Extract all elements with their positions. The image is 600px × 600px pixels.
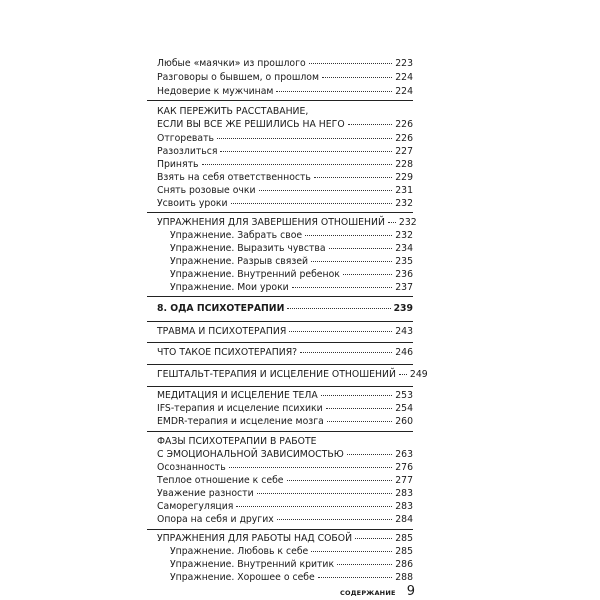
toc-entry[interactable]: Упражнение. Внутренний критик 286	[170, 559, 413, 570]
toc-entry[interactable]: Разозлиться 227	[157, 146, 413, 157]
section-divider	[147, 364, 413, 365]
toc-entry[interactable]: Опора на себя и других 284	[157, 514, 413, 525]
toc-entry[interactable]: Саморегуляция 283	[157, 501, 413, 512]
toc-entry[interactable]: Упражнение. Любовь к себе 285	[170, 546, 413, 557]
toc-section-heading[interactable]: МЕДИТАЦИЯ И ИСЦЕЛЕНИЕ ТЕЛА 253	[157, 390, 413, 401]
toc-entry[interactable]: Упражнение. Внутренний ребенок 236	[170, 269, 413, 280]
toc-section-heading[interactable]: ФАЗЫ ПСИХОТЕРАПИИ В РАБОТЕ	[157, 436, 317, 447]
toc-entry[interactable]: Упражнение. Разрыв связей 235	[170, 256, 413, 267]
section-divider	[147, 100, 413, 101]
toc-entry[interactable]: Снять розовые очки 231	[157, 185, 413, 196]
toc-entry[interactable]: Упражнение. Забрать свое 232	[170, 230, 413, 241]
section-divider	[147, 212, 413, 213]
toc-entry[interactable]: EMDR-терапия и исцеление мозга 260	[157, 416, 413, 427]
section-divider	[147, 342, 413, 343]
toc-section-heading[interactable]: ЧТО ТАКОЕ ПСИХОТЕРАПИЯ? 246	[157, 347, 413, 358]
section-divider	[147, 321, 413, 322]
toc-section-heading[interactable]: С ЭМОЦИОНАЛЬНОЙ ЗАВИСИМОСТЬЮ 263	[157, 449, 413, 460]
page-footer	[340, 584, 415, 600]
section-divider	[147, 529, 413, 530]
toc-section-heading[interactable]: ГЕШТАЛЬТ-ТЕРАПИЯ И ИСЦЕЛЕНИЕ ОТНОШЕНИЙ 249	[157, 369, 428, 380]
toc-entry[interactable]: Упражнение. Выразить чувства 234	[170, 243, 413, 254]
toc-entry[interactable]: Отгоревать 226	[157, 133, 413, 144]
section-divider	[147, 386, 413, 387]
toc-section-heading[interactable]: ЕСЛИ ВЫ ВСЕ ЖЕ РЕШИЛИСЬ НА НЕГО 226	[157, 119, 413, 130]
toc-entry[interactable]: Упражнение. Мои уроки 237	[170, 282, 413, 293]
toc-entry[interactable]: Любые «маячки» из прошлого 223	[157, 58, 413, 69]
toc-section-heading[interactable]: УПРАЖНЕНИЯ ДЛЯ ЗАВЕРШЕНИЯ ОТНОШЕНИЙ 232	[157, 217, 417, 228]
toc-entry[interactable]: Принять 228	[157, 159, 413, 170]
page-number: 9	[406, 584, 415, 599]
toc-entry[interactable]: Уважение разности 283	[157, 488, 413, 499]
toc-entry[interactable]: Разговоры о бывшем, о прошлом 224	[157, 72, 413, 83]
running-footer-label: СОДЕРЖАНИЕ	[340, 589, 396, 597]
toc-entry[interactable]: IFS-терапия и исцеление психики 254	[157, 403, 413, 414]
section-divider	[147, 431, 413, 432]
toc-entry[interactable]: Усвоить уроки 232	[157, 198, 413, 209]
toc-section-heading[interactable]: УПРАЖНЕНИЯ ДЛЯ РАБОТЫ НАД СОБОЙ 285	[157, 533, 413, 544]
toc-chapter-heading[interactable]: 8. ОДА ПСИХОТЕРАПИИ 239	[157, 303, 413, 314]
toc-entry[interactable]: Упражнение. Хорошее о себе 288	[170, 572, 413, 583]
toc-entry[interactable]: Недоверие к мужчинам 224	[157, 86, 413, 97]
toc-section-heading[interactable]: КАК ПЕРЕЖИТЬ РАССТАВАНИЕ,	[157, 106, 309, 117]
toc-entry[interactable]: Осознанность 276	[157, 462, 413, 473]
toc-entry[interactable]: Взять на себя ответственность 229	[157, 172, 413, 183]
toc-section-heading[interactable]: ТРАВМА И ПСИХОТЕРАПИЯ 243	[157, 326, 413, 337]
section-divider	[147, 296, 413, 297]
toc-entry[interactable]: Теплое отношение к себе 277	[157, 475, 413, 486]
